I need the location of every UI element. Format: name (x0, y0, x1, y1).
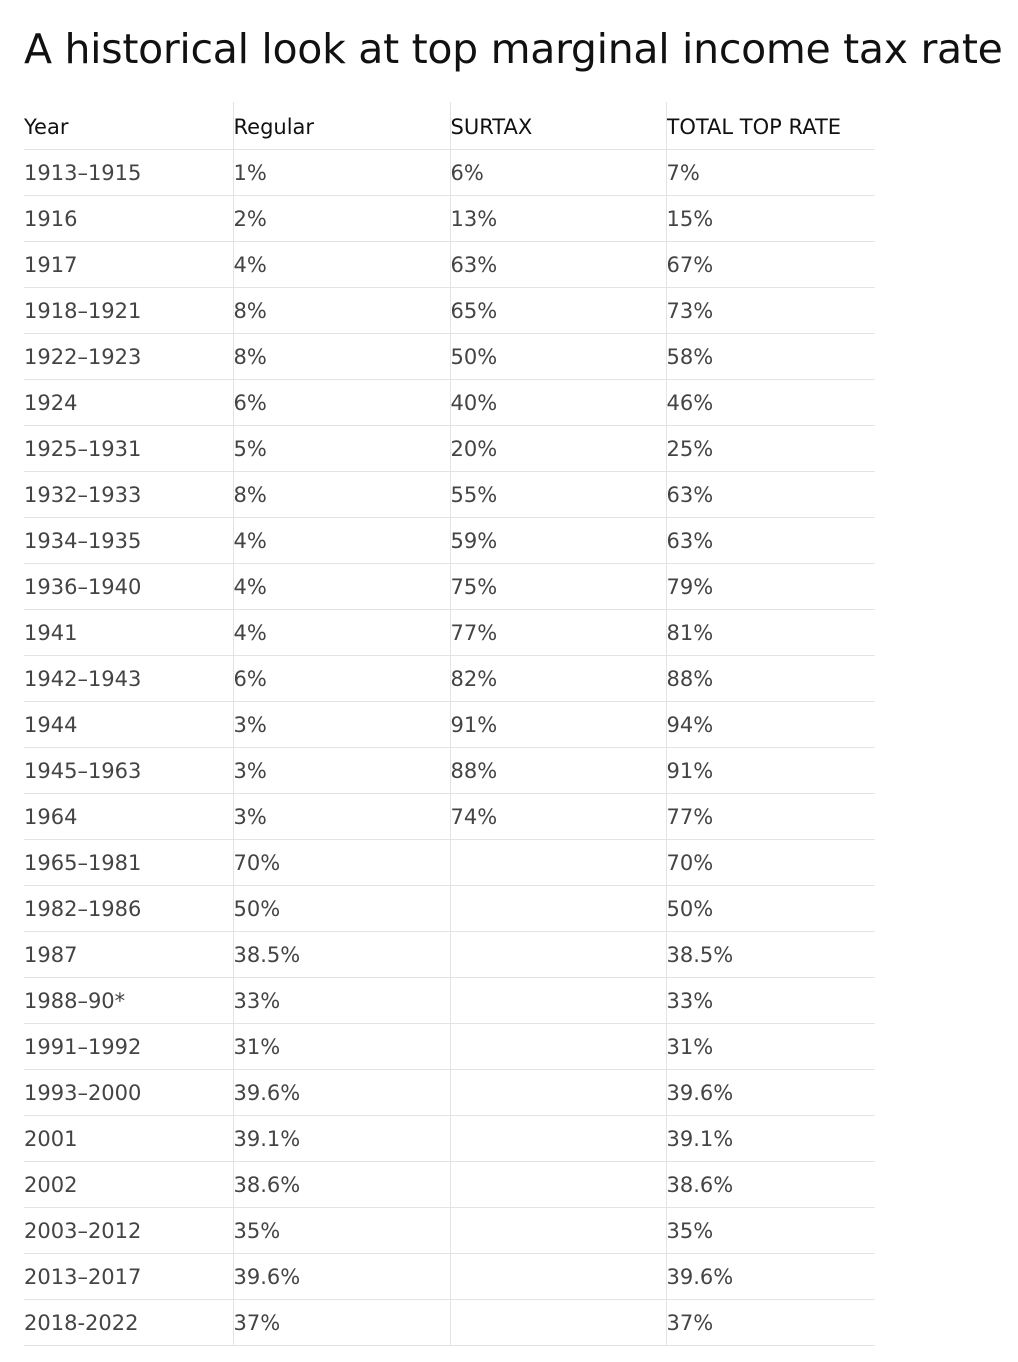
cell-total-top-rate: 35% (666, 1208, 875, 1254)
cell-total-top-rate: 39.6% (666, 1254, 875, 1300)
cell-regular: 5% (233, 426, 450, 472)
cell-year: 1965–1981 (24, 840, 233, 886)
header-year: Year (24, 102, 233, 150)
cell-year: 1918–1921 (24, 288, 233, 334)
table-row (24, 196, 875, 242)
cell-regular: 3% (233, 702, 450, 748)
cell-surtax: 50% (450, 334, 666, 380)
cell-year: 2002 (24, 1162, 233, 1208)
cell-regular: 39.6% (233, 1254, 450, 1300)
cell-year: 1987 (24, 932, 233, 978)
cell-regular: 8% (233, 472, 450, 518)
cell-year: 1941 (24, 610, 233, 656)
cell-total-top-rate: 79% (666, 564, 875, 610)
cell-total-top-rate: 31% (666, 1024, 875, 1070)
table-row (24, 242, 875, 288)
cell-regular: 8% (233, 288, 450, 334)
cell-surtax: 88% (450, 748, 666, 794)
cell-surtax: 82% (450, 656, 666, 702)
cell-regular: 1% (233, 150, 450, 196)
cell-total-top-rate: 94% (666, 702, 875, 748)
cell-surtax (450, 1254, 666, 1300)
cell-year: 2003–2012 (24, 1208, 233, 1254)
cell-regular: 6% (233, 656, 450, 702)
cell-surtax (450, 1070, 666, 1116)
cell-total-top-rate: 70% (666, 840, 875, 886)
cell-total-top-rate: 38.6% (666, 1162, 875, 1208)
cell-total-top-rate: 67% (666, 242, 875, 288)
cell-surtax (450, 932, 666, 978)
cell-regular: 3% (233, 748, 450, 794)
cell-total-top-rate: 63% (666, 472, 875, 518)
cell-regular: 37% (233, 1300, 450, 1346)
table-row (24, 150, 875, 196)
cell-surtax: 65% (450, 288, 666, 334)
cell-regular: 8% (233, 334, 450, 380)
table-row (24, 380, 875, 426)
cell-regular: 39.6% (233, 1070, 450, 1116)
cell-total-top-rate: 37% (666, 1300, 875, 1346)
cell-year: 1917 (24, 242, 233, 288)
cell-year: 1982–1986 (24, 886, 233, 932)
cell-surtax: 59% (450, 518, 666, 564)
cell-surtax (450, 1300, 666, 1346)
cell-surtax: 77% (450, 610, 666, 656)
cell-surtax: 55% (450, 472, 666, 518)
cell-regular: 2% (233, 196, 450, 242)
table-row (24, 656, 875, 702)
cell-total-top-rate: 88% (666, 656, 875, 702)
cell-year: 1916 (24, 196, 233, 242)
cell-year: 2001 (24, 1116, 233, 1162)
table-body (24, 150, 875, 1346)
table-row (24, 702, 875, 748)
table-row (24, 426, 875, 472)
cell-surtax: 40% (450, 380, 666, 426)
cell-surtax: 63% (450, 242, 666, 288)
cell-regular: 4% (233, 564, 450, 610)
cell-total-top-rate: 33% (666, 978, 875, 1024)
cell-regular: 33% (233, 978, 450, 1024)
table-row (24, 1024, 875, 1070)
cell-surtax (450, 978, 666, 1024)
cell-surtax: 6% (450, 150, 666, 196)
cell-total-top-rate: 7% (666, 150, 875, 196)
table-row (24, 748, 875, 794)
header-surtax: SURTAX (450, 102, 666, 150)
cell-year: 1925–1931 (24, 426, 233, 472)
cell-year: 1924 (24, 380, 233, 426)
tax-rate-table (24, 102, 875, 1346)
cell-surtax (450, 1116, 666, 1162)
cell-regular: 3% (233, 794, 450, 840)
cell-regular: 31% (233, 1024, 450, 1070)
cell-regular: 50% (233, 886, 450, 932)
table-row (24, 334, 875, 380)
table-row (24, 472, 875, 518)
cell-year: 1922–1923 (24, 334, 233, 380)
page-title: A historical look at top marginal income tax rate (24, 25, 1003, 73)
cell-total-top-rate: 25% (666, 426, 875, 472)
cell-regular: 38.6% (233, 1162, 450, 1208)
cell-year: 1934–1935 (24, 518, 233, 564)
cell-total-top-rate: 77% (666, 794, 875, 840)
cell-year: 1942–1943 (24, 656, 233, 702)
cell-total-top-rate: 73% (666, 288, 875, 334)
cell-year: 1964 (24, 794, 233, 840)
cell-surtax (450, 1024, 666, 1070)
cell-surtax: 13% (450, 196, 666, 242)
cell-surtax: 20% (450, 426, 666, 472)
cell-year: 2018-2022 (24, 1300, 233, 1346)
cell-regular: 35% (233, 1208, 450, 1254)
table-row (24, 794, 875, 840)
header-total-top-rate: TOTAL TOP RATE (666, 102, 875, 150)
cell-regular: 39.1% (233, 1116, 450, 1162)
cell-year: 1936–1940 (24, 564, 233, 610)
cell-total-top-rate: 15% (666, 196, 875, 242)
cell-total-top-rate: 63% (666, 518, 875, 564)
table-row (24, 840, 875, 886)
table-row (24, 886, 875, 932)
cell-regular: 4% (233, 242, 450, 288)
cell-surtax: 91% (450, 702, 666, 748)
table-row (24, 1116, 875, 1162)
table-row (24, 610, 875, 656)
cell-surtax: 74% (450, 794, 666, 840)
table-row (24, 518, 875, 564)
cell-total-top-rate: 39.1% (666, 1116, 875, 1162)
cell-surtax (450, 886, 666, 932)
table-row (24, 1208, 875, 1254)
cell-surtax (450, 1208, 666, 1254)
cell-surtax (450, 840, 666, 886)
cell-surtax: 75% (450, 564, 666, 610)
cell-total-top-rate: 39.6% (666, 1070, 875, 1116)
table-row (24, 932, 875, 978)
cell-regular: 4% (233, 518, 450, 564)
cell-total-top-rate: 91% (666, 748, 875, 794)
cell-total-top-rate: 50% (666, 886, 875, 932)
table-row (24, 1254, 875, 1300)
table-row (24, 978, 875, 1024)
cell-year: 1932–1933 (24, 472, 233, 518)
table-header-row (24, 102, 875, 150)
cell-total-top-rate: 46% (666, 380, 875, 426)
cell-regular: 4% (233, 610, 450, 656)
cell-surtax (450, 1162, 666, 1208)
table-row (24, 1300, 875, 1346)
cell-regular: 6% (233, 380, 450, 426)
cell-total-top-rate: 38.5% (666, 932, 875, 978)
table-row (24, 1070, 875, 1116)
cell-total-top-rate: 81% (666, 610, 875, 656)
table-row (24, 288, 875, 334)
cell-year: 1944 (24, 702, 233, 748)
cell-year: 2013–2017 (24, 1254, 233, 1300)
table-row (24, 564, 875, 610)
cell-year: 1993–2000 (24, 1070, 233, 1116)
table-row (24, 1162, 875, 1208)
cell-year: 1945–1963 (24, 748, 233, 794)
cell-regular: 70% (233, 840, 450, 886)
cell-total-top-rate: 58% (666, 334, 875, 380)
cell-regular: 38.5% (233, 932, 450, 978)
cell-year: 1991–1992 (24, 1024, 233, 1070)
header-regular: Regular (233, 102, 450, 150)
cell-year: 1988–90* (24, 978, 233, 1024)
cell-year: 1913–1915 (24, 150, 233, 196)
